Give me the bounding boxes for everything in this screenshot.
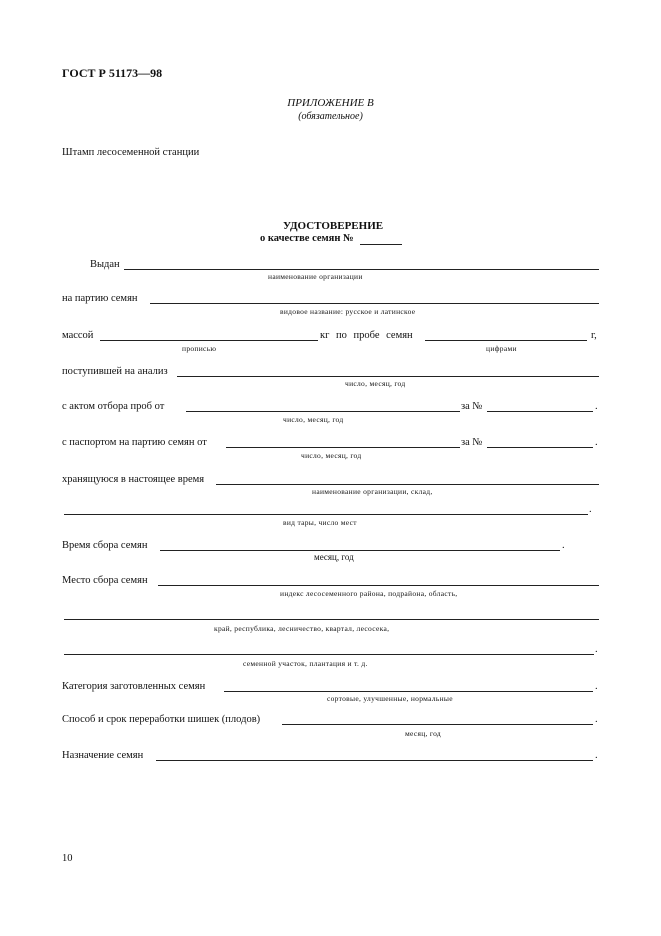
category-line[interactable] [224, 691, 593, 692]
batch-line[interactable] [150, 303, 599, 304]
category-end: . [595, 681, 598, 692]
processing-label: Способ и срок переработки шишек (плодов) [62, 714, 261, 725]
passport-number-label: за № [461, 437, 483, 448]
received-label: поступившей на анализ [62, 366, 168, 377]
purpose-line[interactable] [156, 760, 593, 761]
region-line[interactable] [64, 619, 599, 620]
issued-label: Выдан [90, 259, 120, 270]
collect-time-line[interactable] [160, 550, 560, 551]
mass-middle: кг по пробе семян [320, 330, 413, 341]
processing-hint: месяц, год [405, 729, 442, 738]
container-end: . [589, 504, 592, 515]
purpose-end: . [595, 750, 598, 761]
passport-date-line[interactable] [226, 447, 460, 448]
act-label: с актом отбора проб от [62, 401, 165, 412]
stamp-label: Штамп лесосеменной станции [62, 147, 200, 158]
mass-label: массой [62, 330, 94, 341]
act-number-line[interactable] [487, 411, 593, 412]
appendix-subtitle: (обязательное) [298, 111, 363, 122]
act-number-label: за № [461, 401, 483, 412]
collect-time-end: . [562, 540, 565, 551]
act-hint: число, месяц, год [283, 415, 344, 424]
certificate-number-line[interactable] [360, 244, 402, 245]
stored-label: хранящуюся в настоящее время [62, 474, 205, 485]
received-hint: число, месяц, год [345, 379, 406, 388]
container-hint: вид тары, число мест [283, 518, 357, 527]
mass-digits-line[interactable] [425, 340, 587, 341]
certificate-title: УДОСТОВЕРЕНИЕ [283, 220, 384, 232]
stored-hint: наименование организации, склад, [312, 487, 433, 496]
standard-header: ГОСТ Р 51173—98 [62, 66, 163, 80]
mass-end: г, [591, 330, 597, 341]
collect-place-hint: индекс лесосеменного района, подрайона, область, [280, 589, 458, 598]
passport-end: . [595, 437, 598, 448]
container-line[interactable] [64, 514, 588, 515]
plot-hint: семенной участок, плантация и т. д. [243, 659, 368, 668]
batch-label: на партию семян [62, 293, 138, 304]
processing-line[interactable] [282, 724, 593, 725]
stored-line[interactable] [216, 484, 599, 485]
passport-number-line[interactable] [487, 447, 593, 448]
batch-hint: видовое название: русское и латинское [280, 307, 416, 316]
region-hint: край, республика, лесничество, квартал, лесосека, [214, 624, 390, 633]
passport-hint: число, месяц, год [301, 451, 362, 460]
act-end: . [595, 401, 598, 412]
category-hint: сортовые, улучшенные, нормальные [327, 694, 453, 703]
page-number: 10 [62, 853, 73, 864]
act-date-line[interactable] [186, 411, 460, 412]
mass-hint-right: цифрами [486, 344, 517, 353]
processing-end: . [595, 714, 598, 725]
received-line[interactable] [177, 376, 599, 377]
collect-place-line[interactable] [158, 585, 599, 586]
plot-line[interactable] [64, 654, 594, 655]
certificate-subtitle: о качестве семян № [260, 233, 354, 244]
appendix-title: ПРИЛОЖЕНИЕ В [287, 97, 374, 109]
issued-hint: наименование организации [268, 272, 363, 281]
passport-label: с паспортом на партию семян от [62, 437, 207, 448]
collect-place-label: Место сбора семян [62, 575, 148, 586]
plot-end: . [595, 644, 598, 655]
mass-hint-left: прописью [182, 344, 217, 353]
collect-time-label: Время сбора семян [62, 540, 148, 551]
collect-time-hint: месяц, год [314, 552, 354, 562]
mass-words-line[interactable] [100, 340, 318, 341]
issued-line[interactable] [124, 269, 599, 270]
purpose-label: Назначение семян [62, 750, 144, 761]
category-label: Категория заготовленных семян [62, 681, 206, 692]
